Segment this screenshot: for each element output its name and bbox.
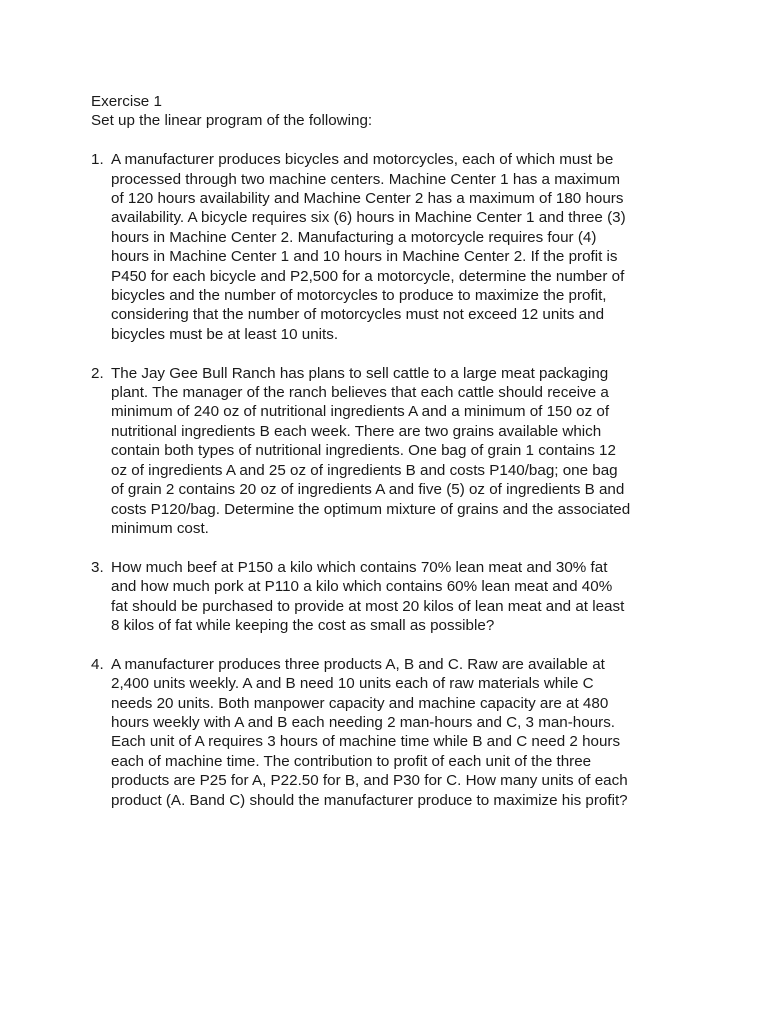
- problem-line: processed through two machine centers. Machine Center 1 has a maximum: [111, 170, 621, 188]
- problem-line: How much beef at P150 a kilo which contains 70% lean meat and 30% fat: [111, 558, 608, 576]
- problem-line: 2,400 units weekly. A and B need 10 units each of raw materials while C: [111, 675, 594, 693]
- problem-line: P450 for each bicycle and P2,500 for a motorcycle, determine the number of: [111, 267, 625, 285]
- problem-item: [91, 655, 691, 810]
- problem-line: product (A. Band C) should the manufacturer produce to maximize his profit?: [111, 791, 628, 809]
- problem-line: needs 20 units. Both manpower capacity and machine capacity are at 480: [111, 694, 609, 712]
- problem-line: availability. A bicycle requires six (6) hours in Machine Center 1 and three (3): [111, 209, 626, 227]
- problem-line: each of machine time. The contribution to profit of each unit of the three: [111, 752, 592, 770]
- problem-text: [111, 558, 691, 636]
- problem-text: [111, 364, 691, 539]
- problem-line: 8 kilos of fat while keeping the cost as small as possible?: [111, 616, 495, 634]
- problem-item: [91, 558, 691, 636]
- problem-line: hours in Machine Center 1 and 10 hours in Machine Center 2. If the profit is: [111, 248, 618, 266]
- problem-line: hours in Machine Center 2. Manufacturing a motorcycle requires four (4): [111, 228, 597, 246]
- problem-line: The Jay Gee Bull Ranch has plans to sell cattle to a large meat packaging: [111, 364, 609, 382]
- problem-item: [91, 364, 691, 539]
- problem-line: bicycles and the number of motorcycles to produce to maximize the profit,: [111, 287, 607, 305]
- problem-number: 4.: [91, 655, 104, 673]
- problem-line: and how much pork at P110 a kilo which contains 60% lean meat and 40%: [111, 578, 613, 596]
- problem-line: A manufacturer produces three products A, B and C. Raw are available at: [111, 655, 605, 673]
- problem-line: minimum cost.: [111, 519, 209, 537]
- problem-line: contain both types of nutritional ingredients. One bag of grain 1 contains 12: [111, 442, 616, 460]
- problem-number: 1.: [91, 151, 104, 169]
- problem-item: [91, 150, 691, 344]
- problem-line: products are P25 for A, P22.50 for B, and P30 for C. How many units of each: [111, 772, 628, 790]
- problem-number: 2.: [91, 364, 104, 382]
- problem-line: bicycles must be at least 10 units.: [111, 325, 339, 343]
- problem-line: hours weekly with A and B each needing 2 man-hours and C, 3 man-hours.: [111, 713, 616, 731]
- problem-line: oz of ingredients A and 25 oz of ingredients B and costs P140/bag; one bag: [111, 461, 618, 479]
- problem-line: considering that the number of motorcycles must not exceed 12 units and: [111, 306, 605, 324]
- problem-line: A manufacturer produces bicycles and motorcycles, each of which must be: [111, 151, 614, 169]
- document-content: [91, 92, 691, 829]
- problem-list: [91, 150, 691, 810]
- problem-line: plant. The manager of the ranch believes that each cattle should receive a: [111, 384, 609, 402]
- problem-line: fat should be purchased to provide at most 20 kilos of lean meat and at least: [111, 597, 625, 615]
- problem-line: Each unit of A requires 3 hours of machine time while B and C need 2 hours: [111, 733, 621, 751]
- problem-line: nutritional ingredients B each week. There are two grains available which: [111, 422, 602, 440]
- problem-number: 3.: [91, 558, 104, 576]
- problem-line: of grain 2 contains 20 oz of ingredients A and five (5) oz of ingredients B and: [111, 481, 625, 499]
- problem-text: [111, 655, 691, 810]
- problem-line: minimum of 240 oz of nutritional ingredients A and a minimum of 150 oz of: [111, 403, 610, 421]
- exercise-instruction: Set up the linear program of the following:: [91, 112, 373, 130]
- problem-line: of 120 hours availability and Machine Center 2 has a maximum of 180 hours: [111, 190, 624, 208]
- problem-text: [111, 150, 691, 344]
- problem-line: costs P120/bag. Determine the optimum mixture of grains and the associated: [111, 500, 631, 518]
- exercise-title: Exercise 1: [91, 93, 162, 110]
